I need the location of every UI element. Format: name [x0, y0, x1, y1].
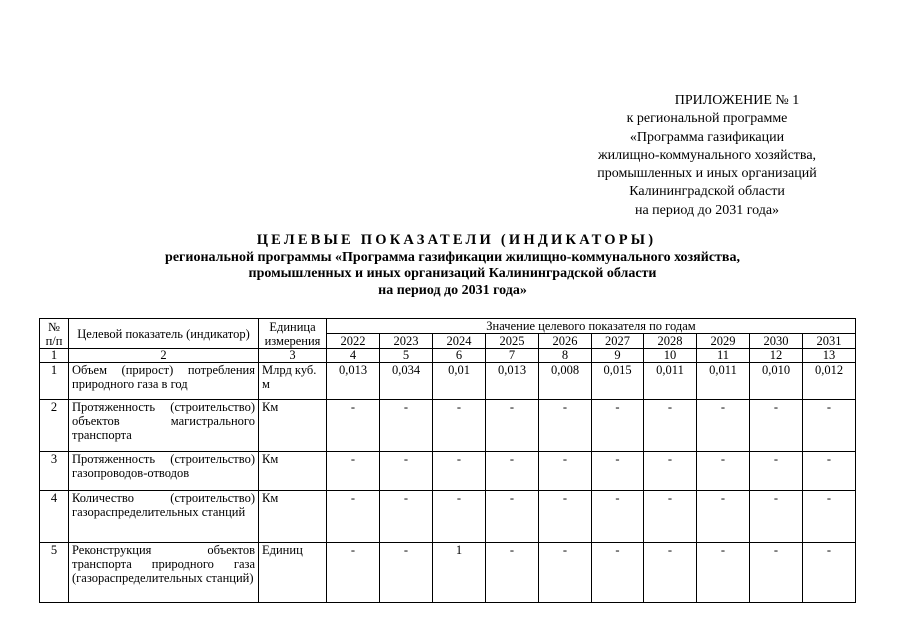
column-number: 5	[380, 349, 433, 363]
row-value: -	[697, 452, 750, 491]
row-value: 1	[433, 543, 486, 603]
row-value: 0,01	[433, 363, 486, 400]
appendix-line: ПРИЛОЖЕНИЕ № 1	[674, 93, 800, 108]
header-year: 2031	[803, 334, 856, 349]
row-number: 3	[40, 452, 69, 491]
row-value: -	[803, 491, 856, 543]
row-value: -	[750, 452, 803, 491]
row-number: 4	[40, 491, 69, 543]
row-value: -	[697, 400, 750, 452]
document-subtitle-line: на период до 2031 года»	[378, 282, 527, 298]
row-value: -	[644, 491, 697, 543]
appendix-header	[557, 92, 857, 220]
row-unit: Млрд куб. м	[259, 363, 327, 400]
document-heading	[0, 232, 905, 299]
row-value: -	[486, 400, 539, 452]
table-row	[40, 452, 856, 491]
header-values: Значение целевого показателя по годам	[327, 319, 856, 334]
table-row	[40, 543, 856, 603]
row-indicator: Протяженность (строительство) объектов магистрального транспорта	[69, 400, 259, 452]
row-value: -	[380, 543, 433, 603]
column-number: 4	[327, 349, 380, 363]
row-value: -	[803, 543, 856, 603]
row-value: -	[803, 400, 856, 452]
row-value: 0,011	[697, 363, 750, 400]
row-value: -	[697, 491, 750, 543]
row-value: -	[644, 400, 697, 452]
row-value: 0,010	[750, 363, 803, 400]
header-year: 2026	[539, 334, 592, 349]
row-value: -	[327, 452, 380, 491]
row-value: -	[539, 491, 592, 543]
row-value: -	[592, 452, 644, 491]
appendix-line: на период до 2031 года»	[634, 202, 780, 218]
row-value: -	[327, 543, 380, 603]
row-value: -	[592, 400, 644, 452]
header-year: 2029	[697, 334, 750, 349]
row-value: 0,015	[592, 363, 644, 400]
column-number: 1	[40, 349, 69, 363]
table-row	[40, 363, 856, 400]
row-indicator: Количество (строительство) газораспределительных станций	[69, 491, 259, 543]
column-number: 12	[750, 349, 803, 363]
row-unit: Единиц	[259, 543, 327, 603]
row-value: 0,013	[486, 363, 539, 400]
column-number: 7	[486, 349, 539, 363]
header-year: 2030	[750, 334, 803, 349]
column-number: 8	[539, 349, 592, 363]
header-year: 2027	[592, 334, 644, 349]
appendix-line: жилищно-коммунального хозяйства,	[597, 147, 817, 163]
row-value: 0,013	[327, 363, 380, 400]
column-number: 3	[259, 349, 327, 363]
row-number: 2	[40, 400, 69, 452]
row-value: -	[433, 400, 486, 452]
column-number: 2	[69, 349, 259, 363]
row-value: -	[592, 543, 644, 603]
column-number: 13	[803, 349, 856, 363]
row-value: -	[750, 400, 803, 452]
row-value: -	[803, 452, 856, 491]
appendix-line: Калининградской области	[629, 184, 785, 200]
row-value: -	[433, 491, 486, 543]
row-value: -	[486, 452, 539, 491]
row-value: -	[644, 543, 697, 603]
row-value: -	[380, 452, 433, 491]
row-indicator: Протяженность (строительство) газопроводов-отводов	[69, 452, 259, 491]
row-indicator: Объем (прирост) потребления природного газа в год	[69, 363, 259, 400]
row-value: -	[327, 491, 380, 543]
row-value: -	[644, 452, 697, 491]
appendix-line: к региональной программе	[626, 111, 788, 127]
table-row	[40, 491, 856, 543]
table-row	[40, 400, 856, 452]
row-indicator: Реконструкция объектов транспорта природного газа (газораспределительных станций)	[69, 543, 259, 603]
header-year: 2022	[327, 334, 380, 349]
row-value: -	[486, 491, 539, 543]
header-year: 2024	[433, 334, 486, 349]
column-number: 6	[433, 349, 486, 363]
row-value: -	[380, 400, 433, 452]
header-year: 2025	[486, 334, 539, 349]
indicators-table	[39, 318, 856, 603]
row-value: 0,008	[539, 363, 592, 400]
row-value: -	[750, 491, 803, 543]
row-value: -	[327, 400, 380, 452]
row-value: -	[539, 400, 592, 452]
row-unit: Км	[259, 491, 327, 543]
header-indicator: Целевой показатель (индикатор)	[69, 319, 259, 349]
row-unit: Км	[259, 400, 327, 452]
header-year: 2028	[644, 334, 697, 349]
row-value: -	[539, 543, 592, 603]
column-number: 10	[644, 349, 697, 363]
appendix-line: «Программа газификации	[629, 129, 785, 145]
header-unit: Единица измерения	[259, 319, 327, 349]
row-value: -	[486, 543, 539, 603]
header-year: 2023	[380, 334, 433, 349]
row-value: 0,011	[644, 363, 697, 400]
document-subtitle-line: региональной программы «Программа газификации жилищно-коммунального хозяйства,	[165, 249, 740, 265]
column-numbers-row	[40, 349, 856, 363]
row-unit: Км	[259, 452, 327, 491]
row-number: 5	[40, 543, 69, 603]
row-value: -	[750, 543, 803, 603]
row-value: -	[433, 452, 486, 491]
document-subtitle-line: промышленных и иных организаций Калининградской области	[248, 266, 657, 281]
appendix-line: промышленных и иных организаций	[597, 166, 817, 182]
row-number: 1	[40, 363, 69, 400]
row-value: -	[380, 491, 433, 543]
header-number: № п/п	[40, 319, 69, 349]
document-title: ЦЕЛЕВЫЕ ПОКАЗАТЕЛИ (ИНДИКАТОРЫ)	[256, 232, 657, 248]
column-number: 9	[592, 349, 644, 363]
row-value: -	[697, 543, 750, 603]
row-value: 0,012	[803, 363, 856, 400]
column-number: 11	[697, 349, 750, 363]
row-value: -	[592, 491, 644, 543]
row-value: -	[539, 452, 592, 491]
row-value: 0,034	[380, 363, 433, 400]
